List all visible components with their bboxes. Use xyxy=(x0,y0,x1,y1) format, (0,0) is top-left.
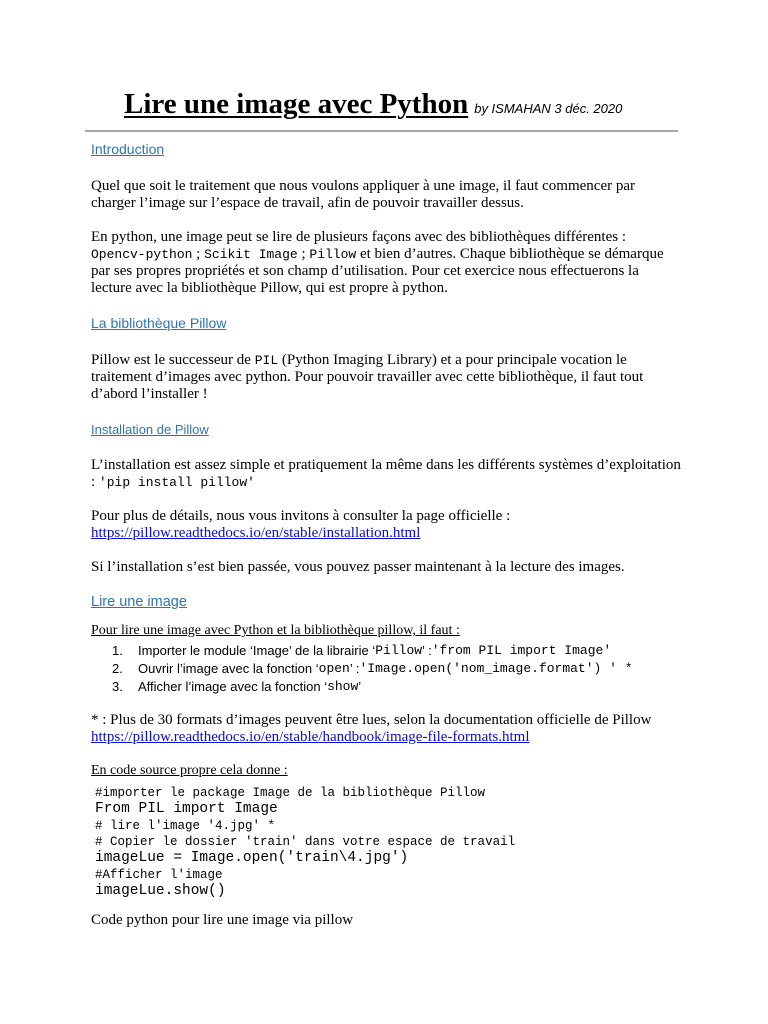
code-line: #Afficher l'image xyxy=(95,868,223,882)
list-item: 3. Afficher l’image avec la fonction ‘ show ’ xyxy=(112,679,362,694)
code-line: From PIL import Image xyxy=(95,801,278,817)
intro-paragraph-1: Quel que soit le traitement que nous voulons appliquer à une image, il faut commencer par charger l’image sur l’espace de travail, afin de pouvoir travailler dessus. xyxy=(91,178,635,211)
code-caption: Code python pour lire une image via pillow xyxy=(91,912,354,928)
pil-code: PIL xyxy=(254,353,279,368)
lib-opencv: Opencv-python xyxy=(91,247,193,262)
byline: by ISMAHAN 3 déc. 2020 xyxy=(474,101,623,116)
lib-pillow: Pillow xyxy=(309,247,357,262)
install-paragraph-3: Si l’installation s’est bien passée, vous pouvez passer maintenant à la lecture des images. xyxy=(91,559,625,575)
pip-command: 'pip install pillow' xyxy=(98,475,255,490)
read-lead: Pour lire une image avec Python et la bibliothèque pillow, il faut : xyxy=(91,623,460,638)
page-title: Lire une image avec Python xyxy=(124,88,469,120)
formats-link[interactable]: https://pillow.readthedocs.io/en/stable/handbook/image-file-formats.html xyxy=(91,729,530,745)
title-row xyxy=(124,88,622,121)
heading-pillow: La bibliothèque Pillow xyxy=(91,315,227,331)
code-line: imageLue = Image.open('train\4.jpg') xyxy=(95,850,409,866)
pillow-paragraph: Pillow est le successeur de PIL (Python Imaging Library) et a pour principale vocation le traitement d’images avec python. Pour pouvoir travailler avec cette bibliothèque, il faut tout d’abord l’installer ! xyxy=(91,352,644,402)
code-line: imageLue.show() xyxy=(95,883,226,899)
code-line: #importer le package Image de la bibliothèque Pillow xyxy=(95,786,486,800)
intro-paragraph-2: En python, une image peut se lire de plusieurs façons avec des bibliothèques différentes : Opencv-python ; Scikit Image ; Pillow et bien d’autres. Chaque bibliothèque se démarque par ses propres propriétés et son champ d’utilisation. Pour cet exercice nous effectuerons la lecture avec la bibliothèque Pillow, qui est propre à python. xyxy=(91,229,664,296)
code-lead: En code source propre cela donne : xyxy=(91,763,288,778)
list-item: 1. Importer le module ‘Image’ de la librairie ‘ Pillow ’ : 'from PIL import Image' xyxy=(112,643,612,658)
installation-link[interactable]: https://pillow.readthedocs.io/en/stable/installation.html xyxy=(91,525,421,541)
code-block xyxy=(95,785,515,900)
install-paragraph-1: L’installation est assez simple et pratiquement la même dans les différents systèmes d’exploitation : 'pip install pillow' xyxy=(91,457,681,490)
code-line: # lire l'image '4.jpg' * xyxy=(95,819,276,833)
heading-installation: Installation de Pillow xyxy=(91,422,209,437)
heading-introduction: Introduction xyxy=(91,141,165,157)
formats-note: * : Plus de 30 formats d’images peuvent être lues, selon la documentation officielle de Pillow https://pillow.readthedocs.io/en/stable/handbook/image-file-formats.html xyxy=(91,712,652,745)
list-item: 2. Ouvrir l’image avec la fonction ‘ open ’ : 'Image.open('nom_image.format') ' * xyxy=(112,661,633,676)
title-divider xyxy=(85,130,678,132)
lib-scikit: Scikit Image xyxy=(204,247,298,262)
steps-list xyxy=(112,642,682,696)
heading-read-image: Lire une image xyxy=(91,594,187,610)
install-paragraph-2: Pour plus de détails, nous vous invitons à consulter la page officielle : https://pillow.readthedocs.io/en/stable/installation.html xyxy=(91,508,511,541)
code-line: # Copier le dossier 'train' dans votre espace de travail xyxy=(95,835,516,849)
